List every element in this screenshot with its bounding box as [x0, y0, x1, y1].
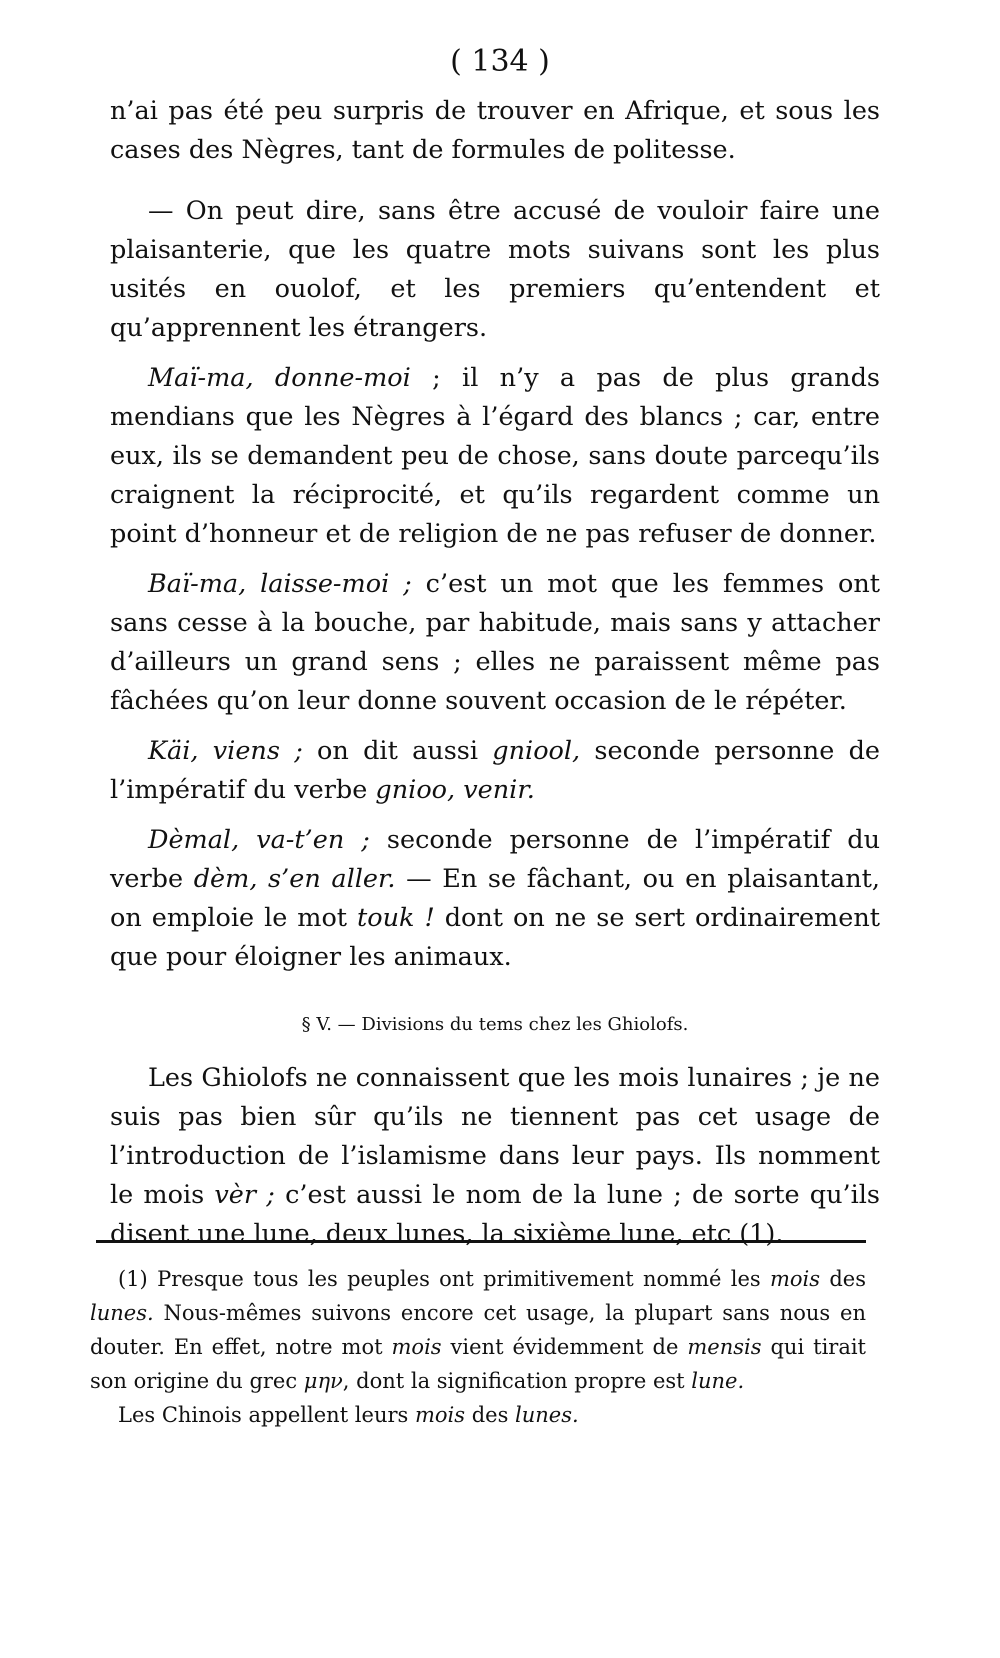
- term-gniool: gniool,: [492, 736, 581, 766]
- footnote-text: Les Chinois appellent leurs: [118, 1403, 415, 1427]
- footnote-term: mois: [769, 1267, 821, 1291]
- footnote-term: lunes.: [90, 1301, 154, 1325]
- term-demal: Dèmal, va-t’en ;: [148, 825, 370, 855]
- footnote-term: μην: [303, 1369, 343, 1393]
- paragraph-text: seconde personne de l’impératif du verbe: [110, 825, 881, 894]
- footnote-term: mois: [391, 1335, 442, 1359]
- paragraph-kai: [110, 732, 880, 810]
- paragraph-four-words: [110, 192, 880, 348]
- term-dem: dèm, s’en aller.: [193, 864, 396, 894]
- footnote-divider: [96, 1240, 866, 1243]
- paragraph-text: seconde personne de l’impératif du verbe: [110, 736, 880, 805]
- footnote-text: (1) Presque tous les peuples ont primitivement nommé les: [118, 1267, 770, 1291]
- paragraph-text: n’ai pas été peu surpris de trouver en Afrique, et sous les cases des Nègres, tant de formules de politesse.: [110, 96, 880, 165]
- footnote-text: vient évidemment de: [441, 1335, 688, 1359]
- paragraph-continuation: [110, 92, 880, 170]
- footnote-text: des: [465, 1403, 516, 1427]
- paragraph-text: — On peut dire, sans être accusé de vouloir faire une plaisanterie, que les quatre mots suivans sont les plus usités en ouolof, et les premiers qu’entendent et qu’apprennent les étrangers.: [110, 196, 880, 343]
- page-number: ( 134 ): [450, 44, 550, 79]
- footnote-text: Nous-mêmes suivons encore cet usage, la plupart sans nous en douter. En effet, notre mot: [90, 1301, 866, 1359]
- term-baima: Baï-ma, laisse-moi ;: [148, 569, 412, 599]
- footnote-text: , dont la signification propre est: [342, 1369, 692, 1393]
- footnote-term: mensis: [687, 1335, 762, 1359]
- paragraph-maima: [110, 359, 880, 554]
- footnote-term: lunes.: [515, 1403, 579, 1427]
- main-text: [110, 92, 880, 1254]
- footnote-1: [90, 1262, 866, 1398]
- footnote-1-continuation: [90, 1398, 866, 1432]
- paragraph-text: — En se fâchant, ou en plaisantant, on emploie le mot: [110, 864, 880, 933]
- term-touk: touk !: [357, 903, 435, 933]
- paragraph-ghiolofs: [110, 1059, 880, 1254]
- footnote-term: mois: [414, 1403, 466, 1427]
- footnote-text: des: [820, 1267, 866, 1291]
- paragraph-text: c’est un mot que les femmes ont sans cesse à la bouche, par habitude, mais sans y attacher d’ailleurs un grand sens ; elles ne paraissent même pas fâchées qu’on leur donne souvent occasion de le répéter.: [110, 569, 880, 716]
- section-heading: § V. — Divisions du tems chez les Ghiolofs.: [301, 1014, 689, 1035]
- paragraph-text: dont on ne se sert ordinairement que pour éloigner les animaux.: [110, 903, 881, 972]
- term-kai: Käi, viens ;: [148, 736, 303, 766]
- paragraph-text: c’est aussi le nom de la lune ; de sorte qu’ils disent une lune, deux lunes, la sixième lune, etc (1).: [110, 1180, 881, 1249]
- paragraph-demal: [110, 821, 880, 977]
- term-ver: vèr ;: [214, 1180, 275, 1210]
- footnote-text: qui tirait son origine du grec: [90, 1335, 866, 1393]
- paragraph-text: on dit aussi: [302, 736, 493, 766]
- term-gnioo: gnioo, venir.: [375, 775, 535, 805]
- term-maima: Maï-ma, donne-moi: [148, 363, 411, 393]
- paragraph-text: ; il n’y a pas de plus grands mendians que les Nègres à l’égard des blancs ; car, entre eux, ils se demandent peu de chose, sans doute parcequ’ils craignent la réciprocité, et qu’ils regardent comme un point d’honneur et de religion de ne pas refuser de donner.: [110, 363, 880, 549]
- footnotes: [90, 1262, 866, 1432]
- paragraph-baima: [110, 565, 880, 721]
- paragraph-text: Les Ghiolofs ne connaissent que les mois lunaires ; je ne suis pas bien sûr qu’ils ne tiennent pas cet usage de l’introduction de l’islamisme dans leur pays. Ils nomment le mois: [110, 1063, 880, 1210]
- footnote-term: lune.: [691, 1369, 745, 1393]
